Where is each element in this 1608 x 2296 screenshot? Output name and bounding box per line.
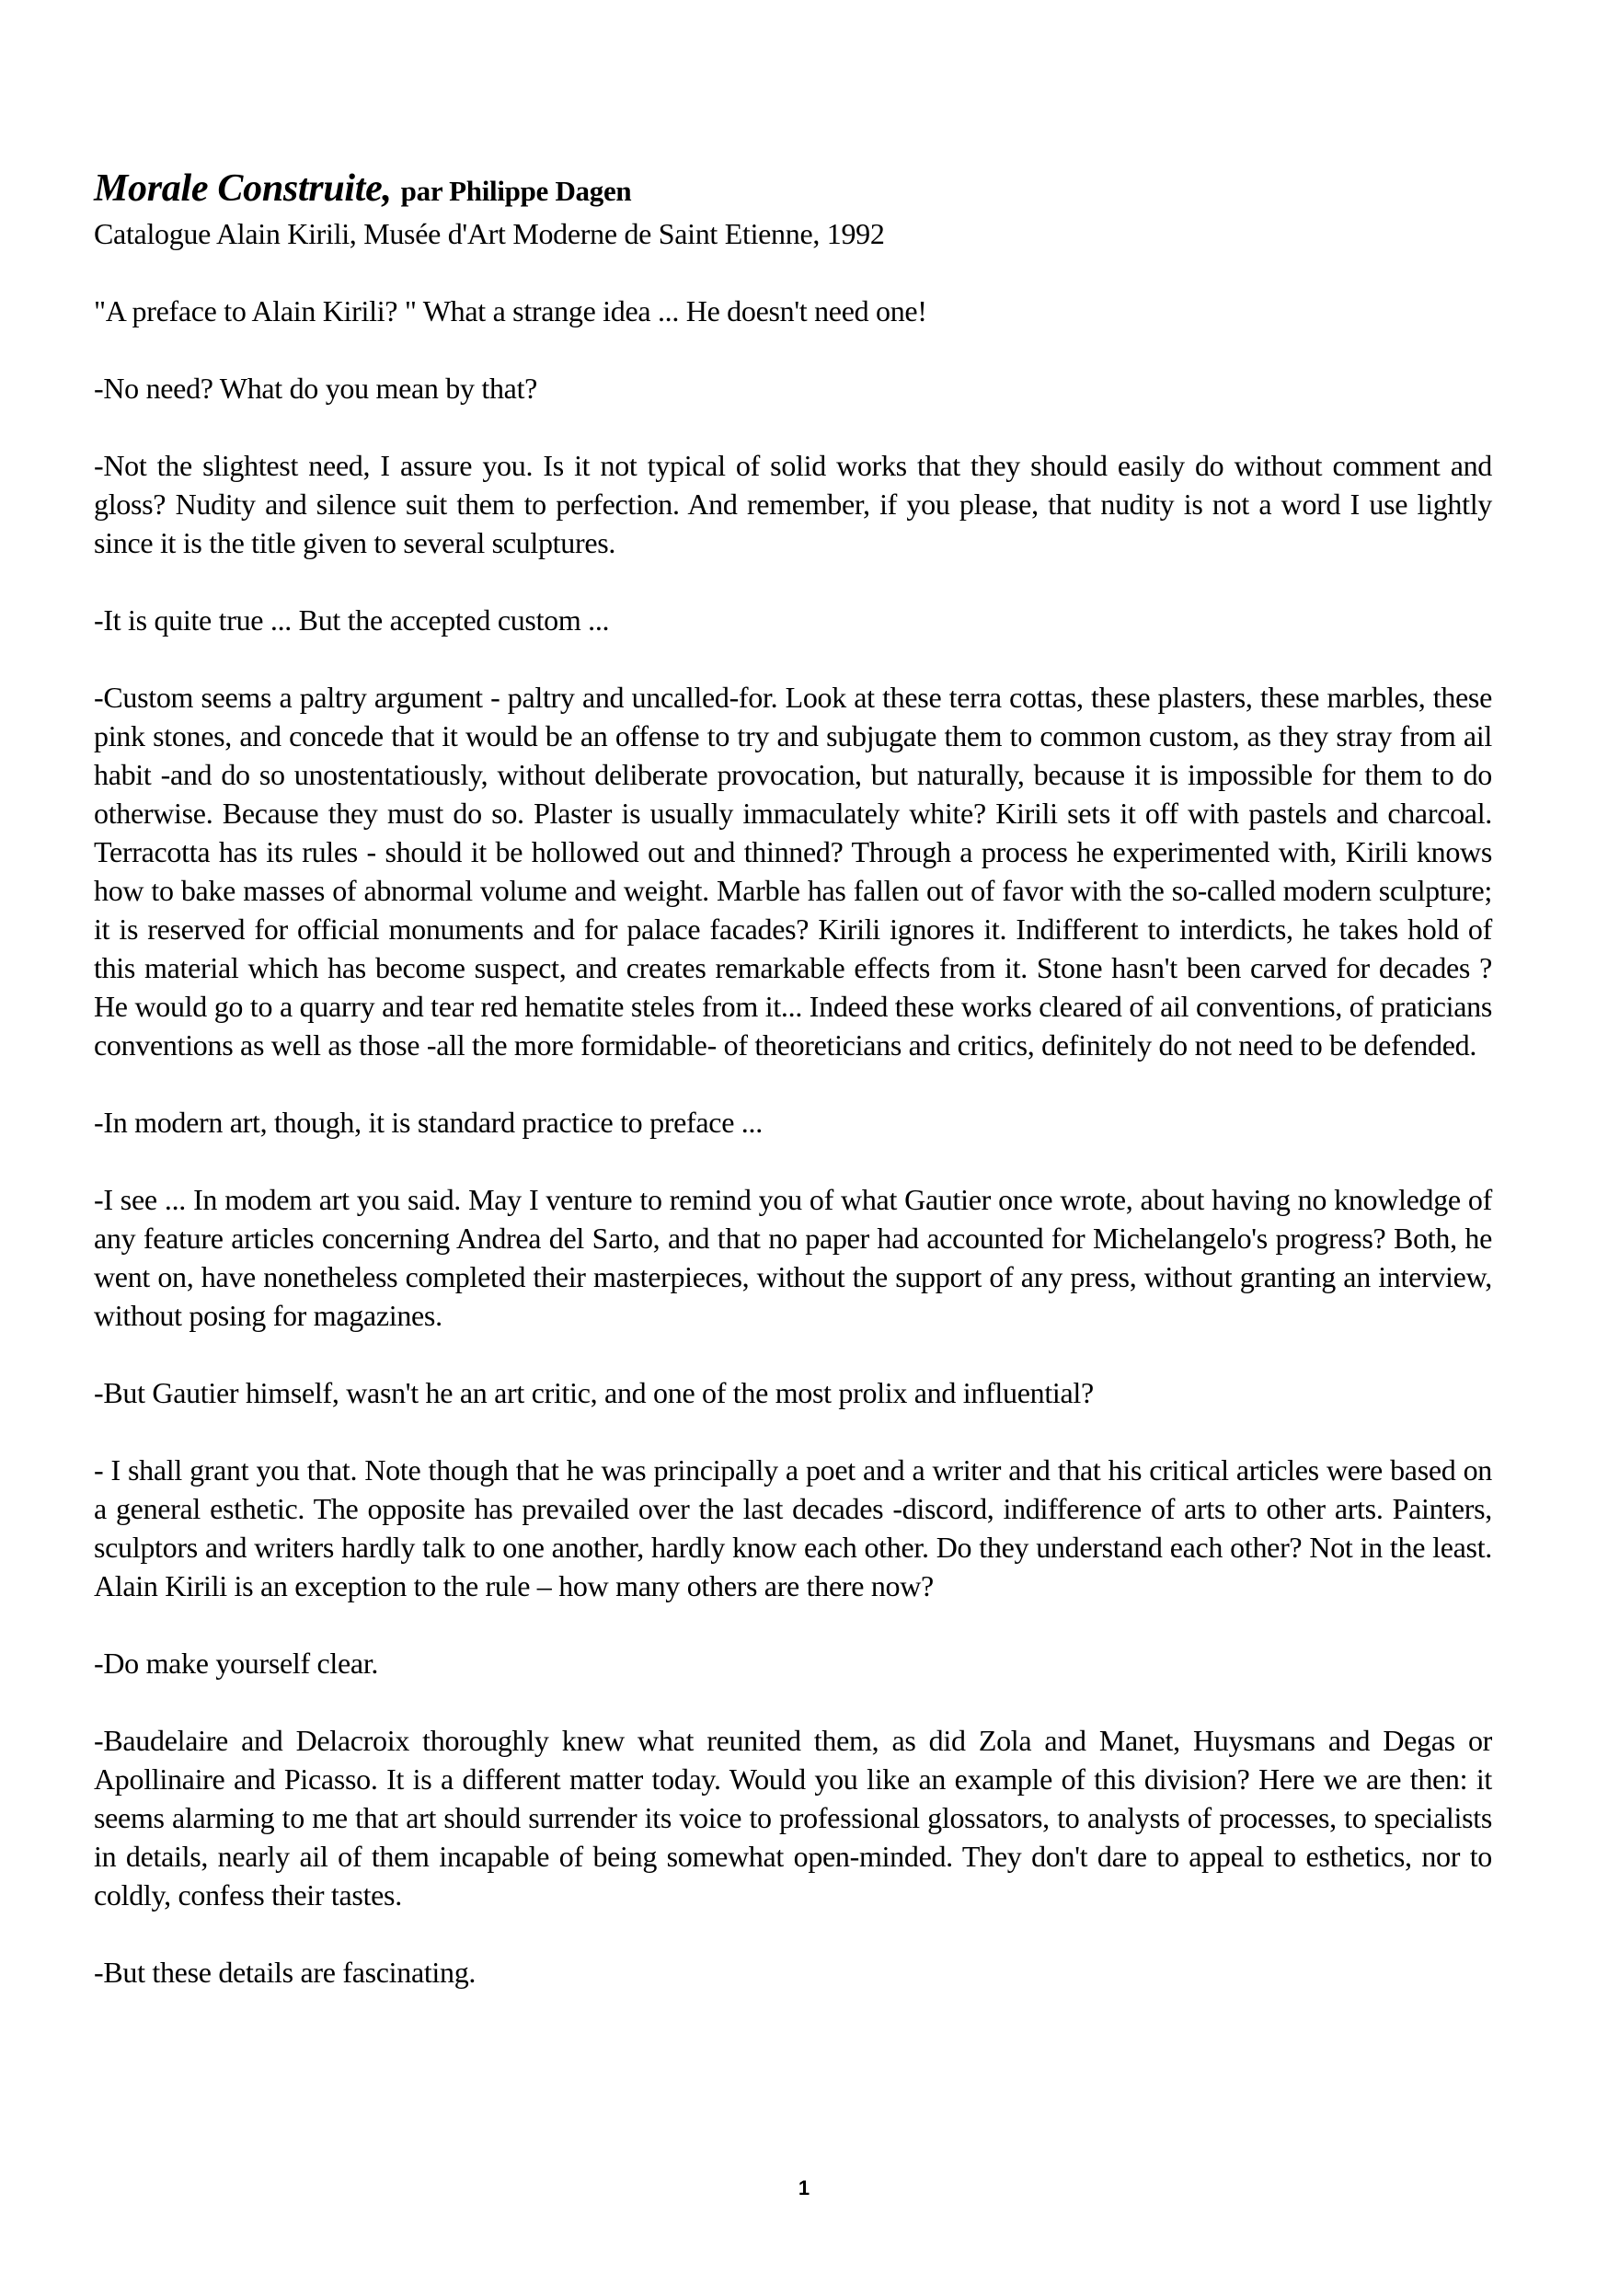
document-subtitle: Catalogue Alain Kirili, Musée d'Art Moderne de Saint Etienne, 1992	[94, 217, 885, 250]
paragraph: -Not the slightest need, I assure you. Is it not typical of solid works that they should easily do without comment and gloss? Nudity and silence suit them to perfection. And remember, if you please, that nudity is not a word I use lightly since it is the title given to several sculptures.	[94, 449, 1492, 559]
paragraph: -Do make yourself clear.	[94, 1647, 379, 1680]
paragraph: -Baudelaire and Delacroix thoroughly knew what reunited them, as did Zola and Manet, Huysmans and Degas or Apollinaire and Picasso. It is a different matter today. Would you like an example of this division? Here we are then: it seems alarming to me that art should surrender its voice to professional glossators, to analysts of processes, to specialists in details, nearly ail of them incapable of being somewhat open-minded. They don't dare to appeal to esthetics, nor to coldly, confess their tastes.	[94, 1724, 1492, 1911]
paragraph: -It is quite true ... But the accepted custom ...	[94, 603, 610, 637]
document-heading	[94, 166, 1492, 214]
page-number: 1	[798, 2176, 810, 2199]
document-title: Morale Construite,	[94, 167, 392, 210]
author-byline: par Philippe Dagen	[400, 175, 632, 207]
paragraph: -But Gautier himself, wasn't he an art critic, and one of the most prolix and influential?	[94, 1376, 1094, 1409]
paragraph: -But these details are fascinating.	[94, 1956, 477, 1989]
paragraph: "A preface to Alain Kirili? " What a strange idea ... He doesn't need one!	[94, 294, 927, 327]
paragraph: -I see ... In modem art you said. May I venture to remind you of what Gautier once wrote, about having no knowledge of any feature articles concerning Andrea del Sarto, and that no paper had accounted for Michelangelo's progress? Both, he went on, have nonetheless completed their masterpieces, without the support of any press, without granting an interview, without posing for magazines.	[94, 1183, 1492, 1332]
paragraph: -Custom seems a paltry argument - paltry and uncalled-for. Look at these terra cottas, these plasters, these marbles, these pink stones, and concede that it would be an offense to try and subjugate them to common custom, as they stray from ail habit -and do so unostentatiously, without deliberate provocation, but naturally, because it is impossible for them to do otherwise. Because they must do so. Plaster is usually immaculately white? Kirili sets it off with pastels and charcoal. Terracotta has its rules - should it be hollowed out and thinned? Through a process he experimented with, Kirili knows how to bake masses of abnormal volume and weight. Marble has fallen out of favor with the so-called modern sculpture; it is reserved for official monuments and for palace facades? Kirili ignores it. Indifferent to interdicts, he takes hold of this material which has become suspect, and creates remarkable effects from it. Stone hasn't been carved for decades ? He would go to a quarry and tear red hematite steles from it... Indeed these works cleared of ail conventions, of praticians conventions as well as those -all the more formidable- of theoreticians and critics, definitely do not need to be defended.	[94, 681, 1492, 1062]
paragraph: -No need? What do you mean by that?	[94, 372, 538, 405]
paragraph: - I shall grant you that. Note though that he was principally a poet and a writer and that his critical articles were based on a general esthetic. The opposite has prevailed over the last decades -discord, indifference of arts to other arts. Painters, sculptors and writers hardly talk to one another, hardly know each other. Do they understand each other? Not in the least. Alain Kirili is an exception to the rule – how many others are there now?	[94, 1453, 1492, 1602]
paragraph: -In modern art, though, it is standard practice to preface ...	[94, 1106, 763, 1139]
document-page	[94, 166, 1492, 2030]
